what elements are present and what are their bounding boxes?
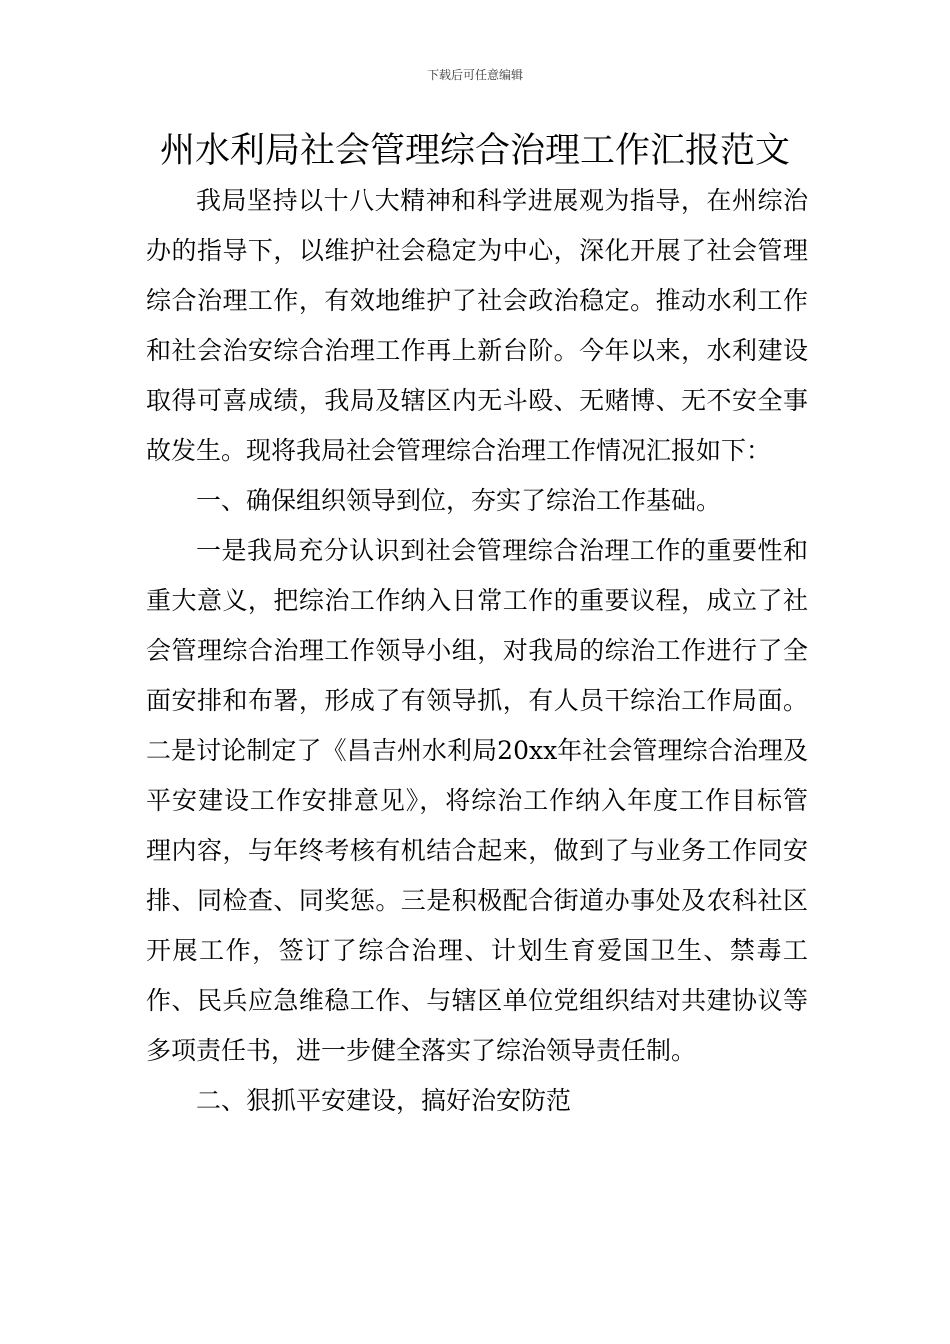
document-title: 州水利局社会管理综合治理工作汇报范文 (159, 131, 790, 171)
paragraph-intro: 我局坚持以十八大精神和科学进展观为指导，在州综治办的指导下，以维护社会稳定为中心，深化开展了社会管理综合治理工作，有效地维护了社会政治稳定。推动水利工作和社会治安综合治理工作再上新台阶。今年以来，水利建设取得可喜成绩，我局及辖区内无斗殴、无赌博、无不安全事故发生。现将我局社会管理综合治理工作情况汇报如下： (146, 186, 808, 465)
document-body (146, 176, 808, 1126)
section-heading-2: 二、狠抓平安建设，搞好治安防范 (196, 1086, 572, 1115)
section-heading-1: 一、确保组织领导到位，夯实了综治工作基础。 (196, 486, 722, 515)
paragraph-section-1: 一是我局充分认识到社会管理综合治理工作的重要性和重大意义，把综治工作纳入日常工作的重要议程，成立了社会管理综合治理工作领导小组，对我局的综治工作进行了全面安排和布署，形成了有领导抓，有人员干综治工作局面。 二是讨论制定了《昌吉州水利局20xx年社会管理综合治理及平安建设工作安排意见》，将综治工作纳入年度工作目标管理内容，与年终考核有机结合起来，做到了与业务工作同安排、同检查、同奖惩。三是积极配合街道办事处及农科社区开展工作，签订了综合治理、计划生育爱国卫生、禁毒工作、民兵应急维稳工作、与辖区单位党组织结对共建协议等多项责任书，进一步健全落实了综治领导责任制。 (146, 536, 808, 1065)
header-note: 下载后可任意编辑 (426, 68, 523, 82)
